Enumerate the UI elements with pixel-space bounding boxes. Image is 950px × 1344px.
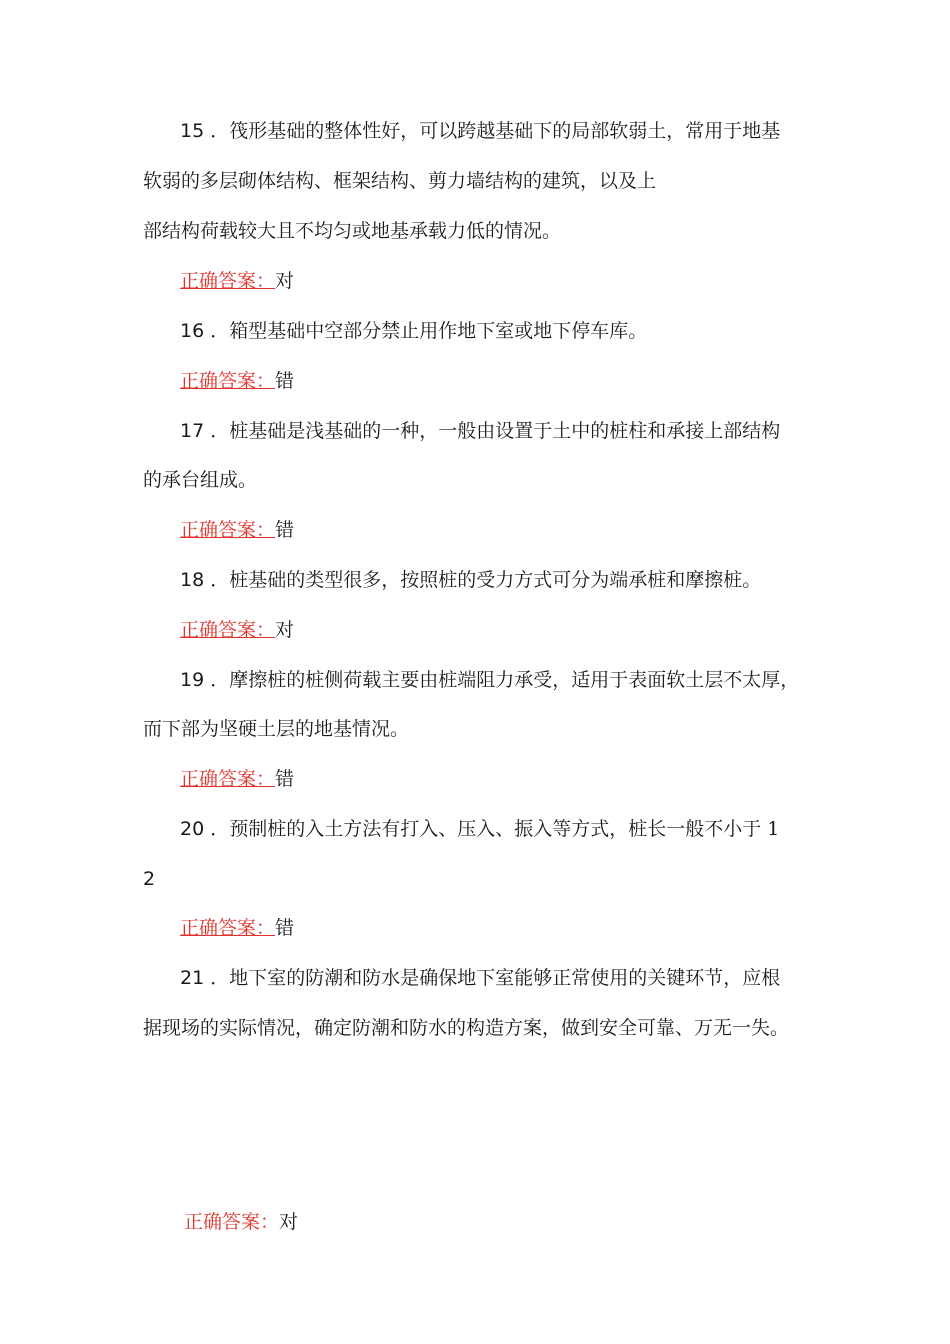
answer-16 [180, 368, 294, 394]
question-number: 19 [180, 669, 205, 691]
answer-value: 错 [275, 519, 295, 541]
question-15-line-2: 软弱的多层砌体结构、框架结构、剪力墙结构的建筑，以及上 [143, 170, 657, 192]
question-text: ．地下室的防潮和防水是确保地下室能够正常使用的关键环节，应根 [210, 967, 781, 989]
answer-value: 对 [275, 619, 295, 641]
question-20-line-2: 2 [143, 868, 156, 890]
question-text: ．预制桩的入土方法有打入、压入、振入等方式，桩长一般不小于 1 [210, 818, 780, 840]
answer-label: 正确答案： [180, 370, 276, 392]
question-number: 21 [180, 967, 205, 989]
question-15-line-1 [180, 118, 780, 144]
question-text: ．桩基础是浅基础的一种，一般由设置于土中的桩柱和承接上部结构 [210, 420, 781, 442]
answer-15 [180, 268, 294, 294]
answer-label: 正确答案： [180, 519, 276, 541]
answer-20 [180, 915, 294, 941]
question-text: ．桩基础的类型很多，按照桩的受力方式可分为端承桩和摩擦桩。 [210, 569, 762, 591]
answer-label: 正确答案： [180, 768, 276, 790]
question-number: 18 [180, 569, 205, 591]
question-19-line-2: 而下部为坚硬土层的地基情况。 [143, 718, 410, 740]
question-18-line-1 [180, 567, 761, 593]
answer-label: 正确答案： [180, 917, 276, 939]
answer-19 [180, 766, 294, 792]
answer-value: 错 [275, 768, 295, 790]
answer-21 [184, 1209, 298, 1235]
question-21-line-2: 据现场的实际情况，确定防潮和防水的构造方案，做到安全可靠、万无一失。 [143, 1017, 790, 1039]
question-17-line-1 [180, 418, 780, 444]
question-text: ．摩擦桩的桩侧荷载主要由桩端阻力承受，适用于表面软土层不太厚， [210, 669, 800, 691]
answer-label: 正确答案： [180, 619, 276, 641]
question-20-line-1 [180, 816, 779, 842]
question-number: 16 [180, 320, 205, 342]
answer-value: 对 [275, 270, 295, 292]
answer-label: 正确答案： [180, 270, 276, 292]
question-number: 15 [180, 120, 205, 142]
question-16-line-1 [180, 318, 647, 344]
answer-label: 正确答案： [184, 1211, 280, 1233]
question-text: ．筏形基础的整体性好，可以跨越基础下的局部软弱土，常用于地基 [210, 120, 781, 142]
question-17-line-2: 的承台组成。 [143, 469, 258, 491]
question-21-line-1 [180, 965, 780, 991]
answer-18 [180, 617, 294, 643]
answer-value: 错 [275, 370, 295, 392]
question-19-line-1 [180, 667, 799, 693]
question-number: 20 [180, 818, 205, 840]
answer-value: 错 [275, 917, 295, 939]
question-number: 17 [180, 420, 205, 442]
answer-17 [180, 517, 294, 543]
question-15-line-3: 部结构荷载较大且不均匀或地基承载力低的情况。 [143, 220, 562, 242]
answer-value: 对 [279, 1211, 299, 1233]
question-text: ．箱型基础中空部分禁止用作地下室或地下停车库。 [210, 320, 648, 342]
